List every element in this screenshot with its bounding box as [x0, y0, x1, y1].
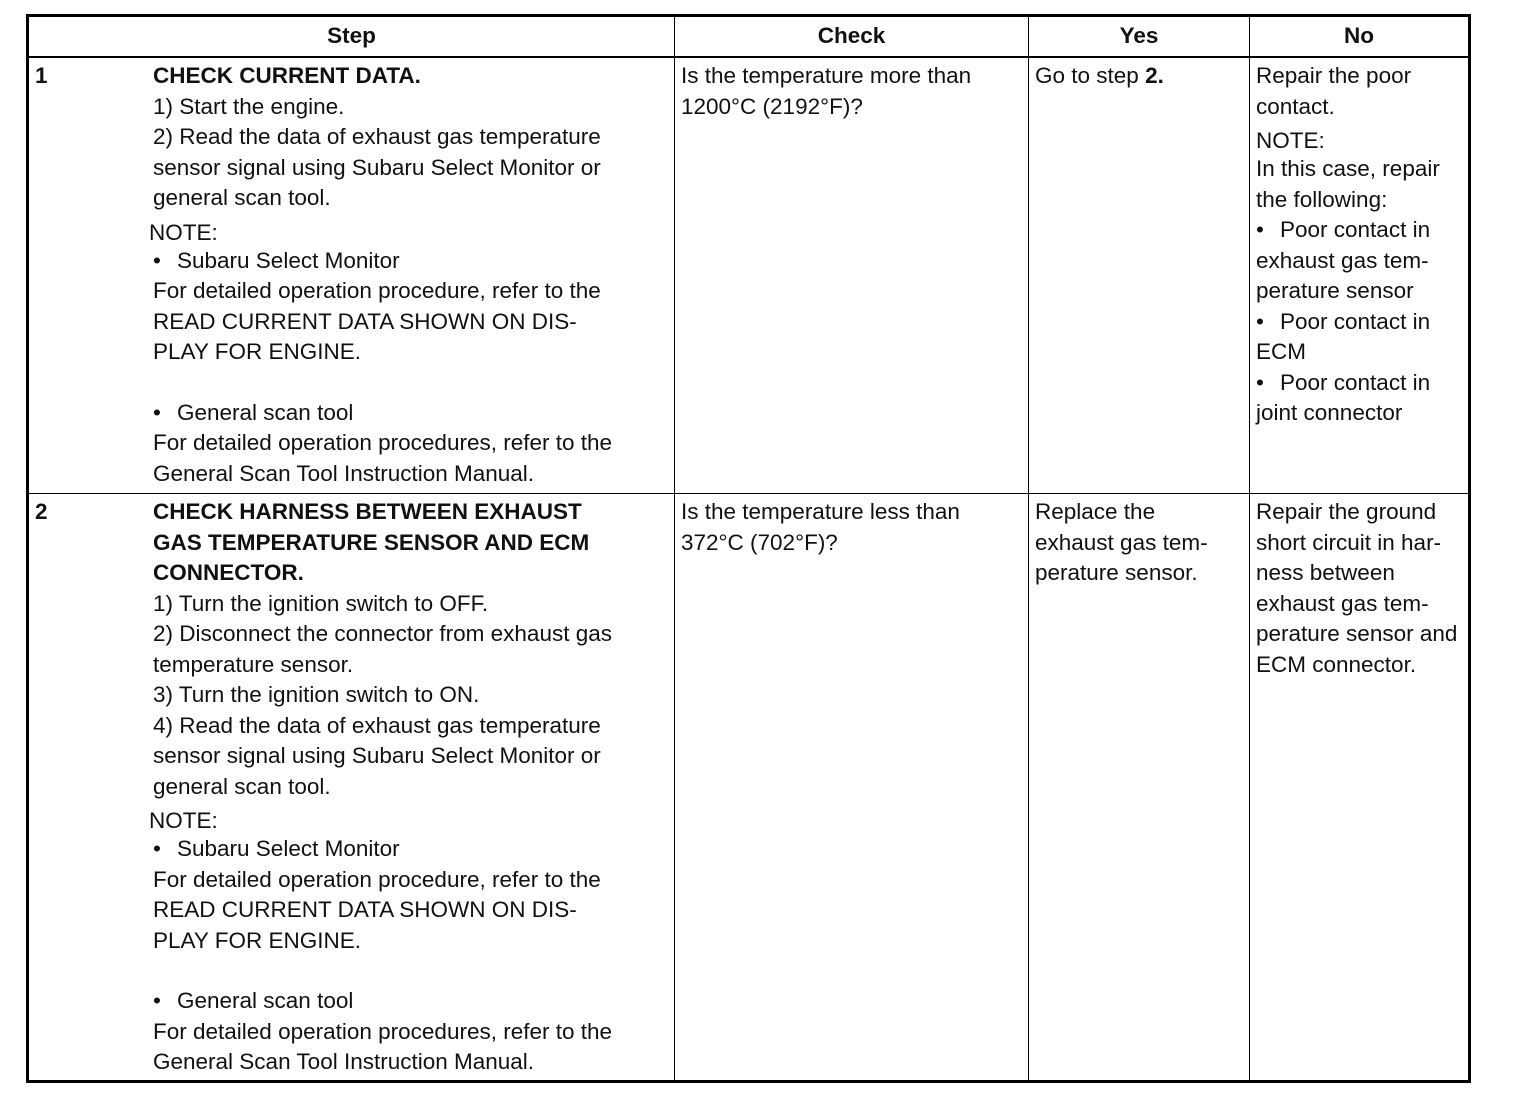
- row1-bullet1-text: For detailed operation procedure, refer to the: [153, 278, 601, 303]
- row2-no-line: short circuit in har-: [1256, 529, 1442, 555]
- bullet-icon: •: [153, 399, 161, 425]
- row2-yes-line: exhaust gas tem-: [1035, 529, 1208, 555]
- row2-bullet1-text: READ CURRENT DATA SHOWN ON DIS-: [153, 897, 577, 922]
- row2-step-line: 3) Turn the ignition switch to ON.: [153, 682, 480, 707]
- item-text: Poor contact in: [1280, 308, 1431, 334]
- row2-check-line: 372°C (702°F)?: [681, 529, 838, 555]
- diagnostic-table: [26, 14, 1471, 1083]
- row1-no-note-line: In this case, repair: [1256, 156, 1440, 181]
- header-check: Check: [675, 17, 1029, 58]
- row2-step-title: CONNECTOR.: [153, 560, 304, 585]
- row2-bullet-select-monitor: [153, 834, 668, 865]
- row2-yes-line: perature sensor.: [1035, 560, 1198, 585]
- row1-note-label: NOTE:: [149, 219, 218, 245]
- row2-yes-cell: [1029, 494, 1250, 1080]
- row2-step-line: general scan tool.: [153, 773, 331, 799]
- row1-step-line: 1) Start the engine.: [153, 93, 345, 119]
- row1-step-line: general scan tool.: [153, 185, 331, 210]
- header-step: Step: [29, 17, 675, 58]
- row1-check-cell: [675, 58, 1029, 494]
- row2-no-line: perature sensor and: [1256, 621, 1458, 646]
- bullet-text: General scan tool: [177, 988, 354, 1013]
- row1-yes-text: Go to step: [1035, 63, 1146, 88]
- row1-no-line: Repair the poor: [1256, 63, 1412, 88]
- row1-bullet-scan-tool: [153, 398, 668, 429]
- row1-no-item: [1256, 368, 1462, 399]
- bullet-icon: •: [153, 247, 161, 273]
- bullet-text: General scan tool: [177, 399, 354, 425]
- bullet-icon: •: [153, 836, 161, 861]
- row1-bullet2-text: For detailed operation procedures, refer to the: [153, 430, 613, 455]
- row1-step-line: sensor signal using Subaru Select Monitor or: [153, 154, 601, 180]
- bullet-icon: •: [1256, 308, 1264, 334]
- row1-bullet2-text: General Scan Tool Instruction Manual.: [153, 460, 535, 486]
- row2-note-label: NOTE:: [149, 808, 218, 833]
- row2-bullet-scan-tool: [153, 986, 668, 1017]
- row1-no-line: contact.: [1256, 93, 1335, 119]
- header-yes: Yes: [1029, 17, 1250, 58]
- row1-step-cell: [29, 58, 675, 494]
- row1-no-item-line: perature sensor: [1256, 278, 1414, 303]
- row1-step-body: [149, 61, 668, 489]
- row2-step-line: temperature sensor.: [153, 651, 354, 677]
- row2-step-body: [149, 497, 668, 1078]
- row1-no-item: [1256, 307, 1462, 338]
- row2-no-cell: [1250, 494, 1468, 1080]
- row2-step-title: CHECK HARNESS BETWEEN EXHAUST: [153, 499, 582, 524]
- row2-no-line: ECM connector.: [1256, 651, 1417, 677]
- row1-no-note-line: the following:: [1256, 186, 1388, 212]
- item-text: Poor contact in: [1280, 217, 1431, 242]
- row2-bullet2-text: For detailed operation procedures, refer to the: [153, 1018, 613, 1044]
- row1-no-item-line: exhaust gas tem-: [1256, 247, 1429, 273]
- row1-check-line: Is the temperature more than: [681, 63, 972, 88]
- row2-step-line: 2) Disconnect the connector from exhaust gas: [153, 621, 612, 646]
- bullet-icon: •: [1256, 369, 1264, 395]
- bullet-text: Subaru Select Monitor: [177, 247, 400, 273]
- row1-no-note-label: NOTE:: [1256, 128, 1325, 153]
- row2-yes-line: Replace the: [1035, 499, 1156, 524]
- bullet-icon: •: [1256, 217, 1264, 242]
- row2-bullet1-text: PLAY FOR ENGINE.: [153, 927, 361, 953]
- row2-bullet1-text: For detailed operation procedure, refer to the: [153, 866, 601, 892]
- row1-step-line: 2) Read the data of exhaust gas temperature: [153, 124, 601, 149]
- row2-step-cell: [29, 494, 675, 1080]
- row1-step-number: 1: [35, 63, 48, 88]
- row2-step-line: 1) Turn the ignition switch to OFF.: [153, 590, 489, 616]
- row1-no-item: [1256, 215, 1462, 246]
- bullet-text: Subaru Select Monitor: [177, 836, 400, 861]
- row1-yes-cell: [1029, 58, 1250, 494]
- row2-step-title: GAS TEMPERATURE SENSOR AND ECM: [153, 529, 590, 555]
- row2-step-number: 2: [35, 499, 48, 524]
- row1-no-cell: [1250, 58, 1468, 494]
- header-no: No: [1250, 17, 1468, 58]
- row1-no-item-line: joint connector: [1256, 400, 1403, 425]
- row1-no-item-line: ECM: [1256, 339, 1306, 364]
- row2-check-line: Is the temperature less than: [681, 499, 960, 524]
- row2-no-line: Repair the ground: [1256, 499, 1437, 524]
- row1-bullet1-text: READ CURRENT DATA SHOWN ON DIS-: [153, 308, 577, 334]
- row2-step-line: 4) Read the data of exhaust gas temperature: [153, 712, 601, 738]
- row2-no-line: ness between: [1256, 560, 1395, 585]
- item-text: Poor contact in: [1280, 369, 1431, 395]
- row1-step-title: CHECK CURRENT DATA.: [153, 63, 421, 88]
- row1-yes-step-ref: 2.: [1145, 63, 1164, 88]
- row2-check-cell: [675, 494, 1029, 1080]
- row2-no-line: exhaust gas tem-: [1256, 590, 1429, 616]
- row2-step-line: sensor signal using Subaru Select Monitor or: [153, 743, 601, 768]
- row2-bullet2-text: General Scan Tool Instruction Manual.: [153, 1049, 535, 1074]
- bullet-icon: •: [153, 988, 161, 1013]
- row1-check-line: 1200°C (2192°F)?: [681, 93, 863, 119]
- row1-bullet1-text: PLAY FOR ENGINE.: [153, 339, 361, 364]
- row1-bullet-select-monitor: [153, 246, 668, 277]
